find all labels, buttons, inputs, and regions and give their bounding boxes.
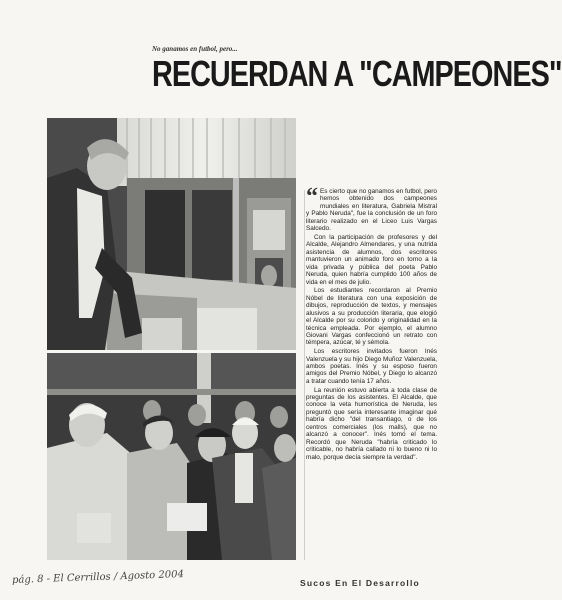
article-body — [306, 184, 437, 462]
article-paragraph — [306, 184, 437, 233]
column-divider — [304, 190, 305, 560]
headline-kicker: No ganamos en futbol, pero... — [152, 45, 238, 53]
article-paragraph: La reunión estuvo abierta a toda clase de preguntas de los asistentes. El Alcalde, que conoce la veta humorística de Neruda, les preguntó que sería interesante imaginar qué habría dicho "del transantiago, o de los centros comerciales (los malls), que no alcanzó a conocer". Inés tomó el tema. Recordó que Neruda "habría criticado lo criticable, no habría callado ni lo bueno ni lo malo, porque decía siempre la verdad". — [306, 386, 437, 461]
handwritten-page-note: pág. 8 - El Cerrillos / Agosto 2004 — [11, 569, 185, 586]
headline: RECUERDAN A "CAMPEONES" — [152, 53, 562, 94]
photo-exhibition — [47, 118, 296, 350]
footer-brand: Sucos En El Desarrollo — [300, 578, 420, 588]
photo-exhibition-image — [47, 118, 296, 350]
opening-quote-mark: “ — [306, 184, 318, 210]
article-paragraph: Los estudiantes recordaron al Premio Nóbel de literatura con una exposición de dibujos, reproducción de textos, y mensajes alusivos a su producción literaria, que elogió el Alcalde por su colorido y originalidad en la técnica empleada. Por ejemplo, el alumno Giovani Vargas confeccionó un retrato con témpera, azúcar, té y sémola. — [306, 287, 437, 347]
photo-audience — [47, 353, 296, 560]
photo-audience-image — [47, 353, 296, 560]
article-paragraph-text: Es cierto que no ganamos en futbol, pero hemos obtenido dos campeones mundiales en literatura, Gabriela Mistral y Pablo Neruda", fue la conclusión de un foro literario realizado en el Liceo Luis Vargas Salcedo. — [306, 188, 437, 233]
article-paragraph: Con la participación de profesores y del Alcalde, Alejandro Almendares, y una nutrida asistencia de alumnos, dos escritores mantuvieron un animado foro en torno a la vida privada y pública del poeta Pablo Neruda, quien habría cumplido 100 años de vida en el mes de julio. — [306, 233, 437, 286]
article-paragraph: Los escritores invitados fueron Inés Valenzuela y su hijo Diego Muñoz Valenzuela, ambos poetas. Inés y su esposo fueron amigos del Premio Nóbel, y Diego lo alcanzó a tratar cuando tenía 17 años. — [306, 348, 437, 385]
